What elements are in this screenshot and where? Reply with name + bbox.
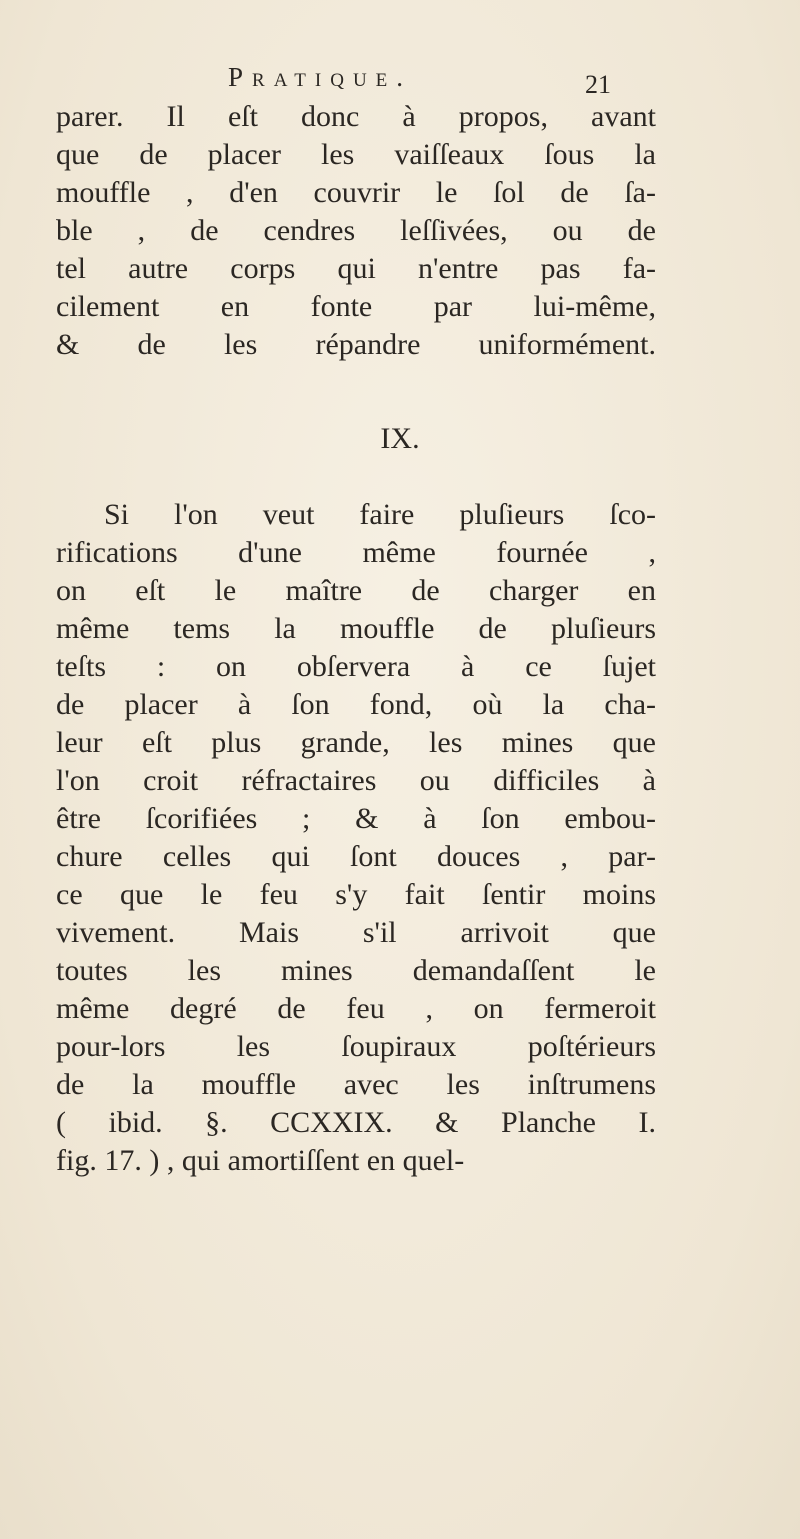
text-line: leur eſt plus grande, les mines que [56,726,656,759]
text-line: toutes les mines demandaſſent le [56,954,656,987]
running-head [0,62,800,102]
text-line: mouffle , d'en couvrir le ſol de ſa- [56,176,656,209]
text-line: cilement en fonte par lui-même, [56,290,656,323]
text-line: l'on croit réfractaires ou difficiles à [56,764,656,797]
text-line: même tems la mouffle de pluſieurs [56,612,656,645]
text-line: ce que le feu s'y fait ſentir moins [56,878,656,911]
text-line: Si l'on veut faire pluſieurs ſco- [104,498,656,531]
text-line: ble , de cendres leſſivées, ou de [56,214,656,247]
text-line: fig. 17. ) , qui amortiſſent en quel- [56,1144,465,1177]
text-line: & de les répandre uniformément. [56,328,656,361]
text-line: vivement. Mais s'il arrivoit que [56,916,656,949]
text-line: teſts : on obſervera à ce ſujet [56,650,656,683]
page-number: 21 [585,70,611,99]
text-line: que de placer les vaiſſeaux ſous la [56,138,656,171]
text-line: parer. Il eſt donc à propos, avant [56,100,656,133]
text-line: de placer à ſon fond, où la cha- [56,688,656,721]
text-line: tel autre corps qui n'entre pas fa- [56,252,656,285]
text-line: être ſcorifiées ; & à ſon embou- [56,802,656,835]
section-heading: IX. [380,422,420,455]
text-line: chure celles qui ſont douces , par- [56,840,656,873]
text-line: on eſt le maître de charger en [56,574,656,607]
paragraph-2 [56,496,656,1180]
paragraph-1 [56,98,656,364]
text-line: pour-lors les ſoupiraux poſtérieurs [56,1030,656,1063]
text-line: de la mouffle avec les inſtrumens [56,1068,656,1101]
text-line: même degré de feu , on fermeroit [56,992,656,1025]
running-title: Pratique. [228,62,413,92]
text-line: ( ibid. §. CCXXIX. & Planche I. [56,1106,656,1139]
text-line: rifications d'une même fournée , [56,536,656,569]
